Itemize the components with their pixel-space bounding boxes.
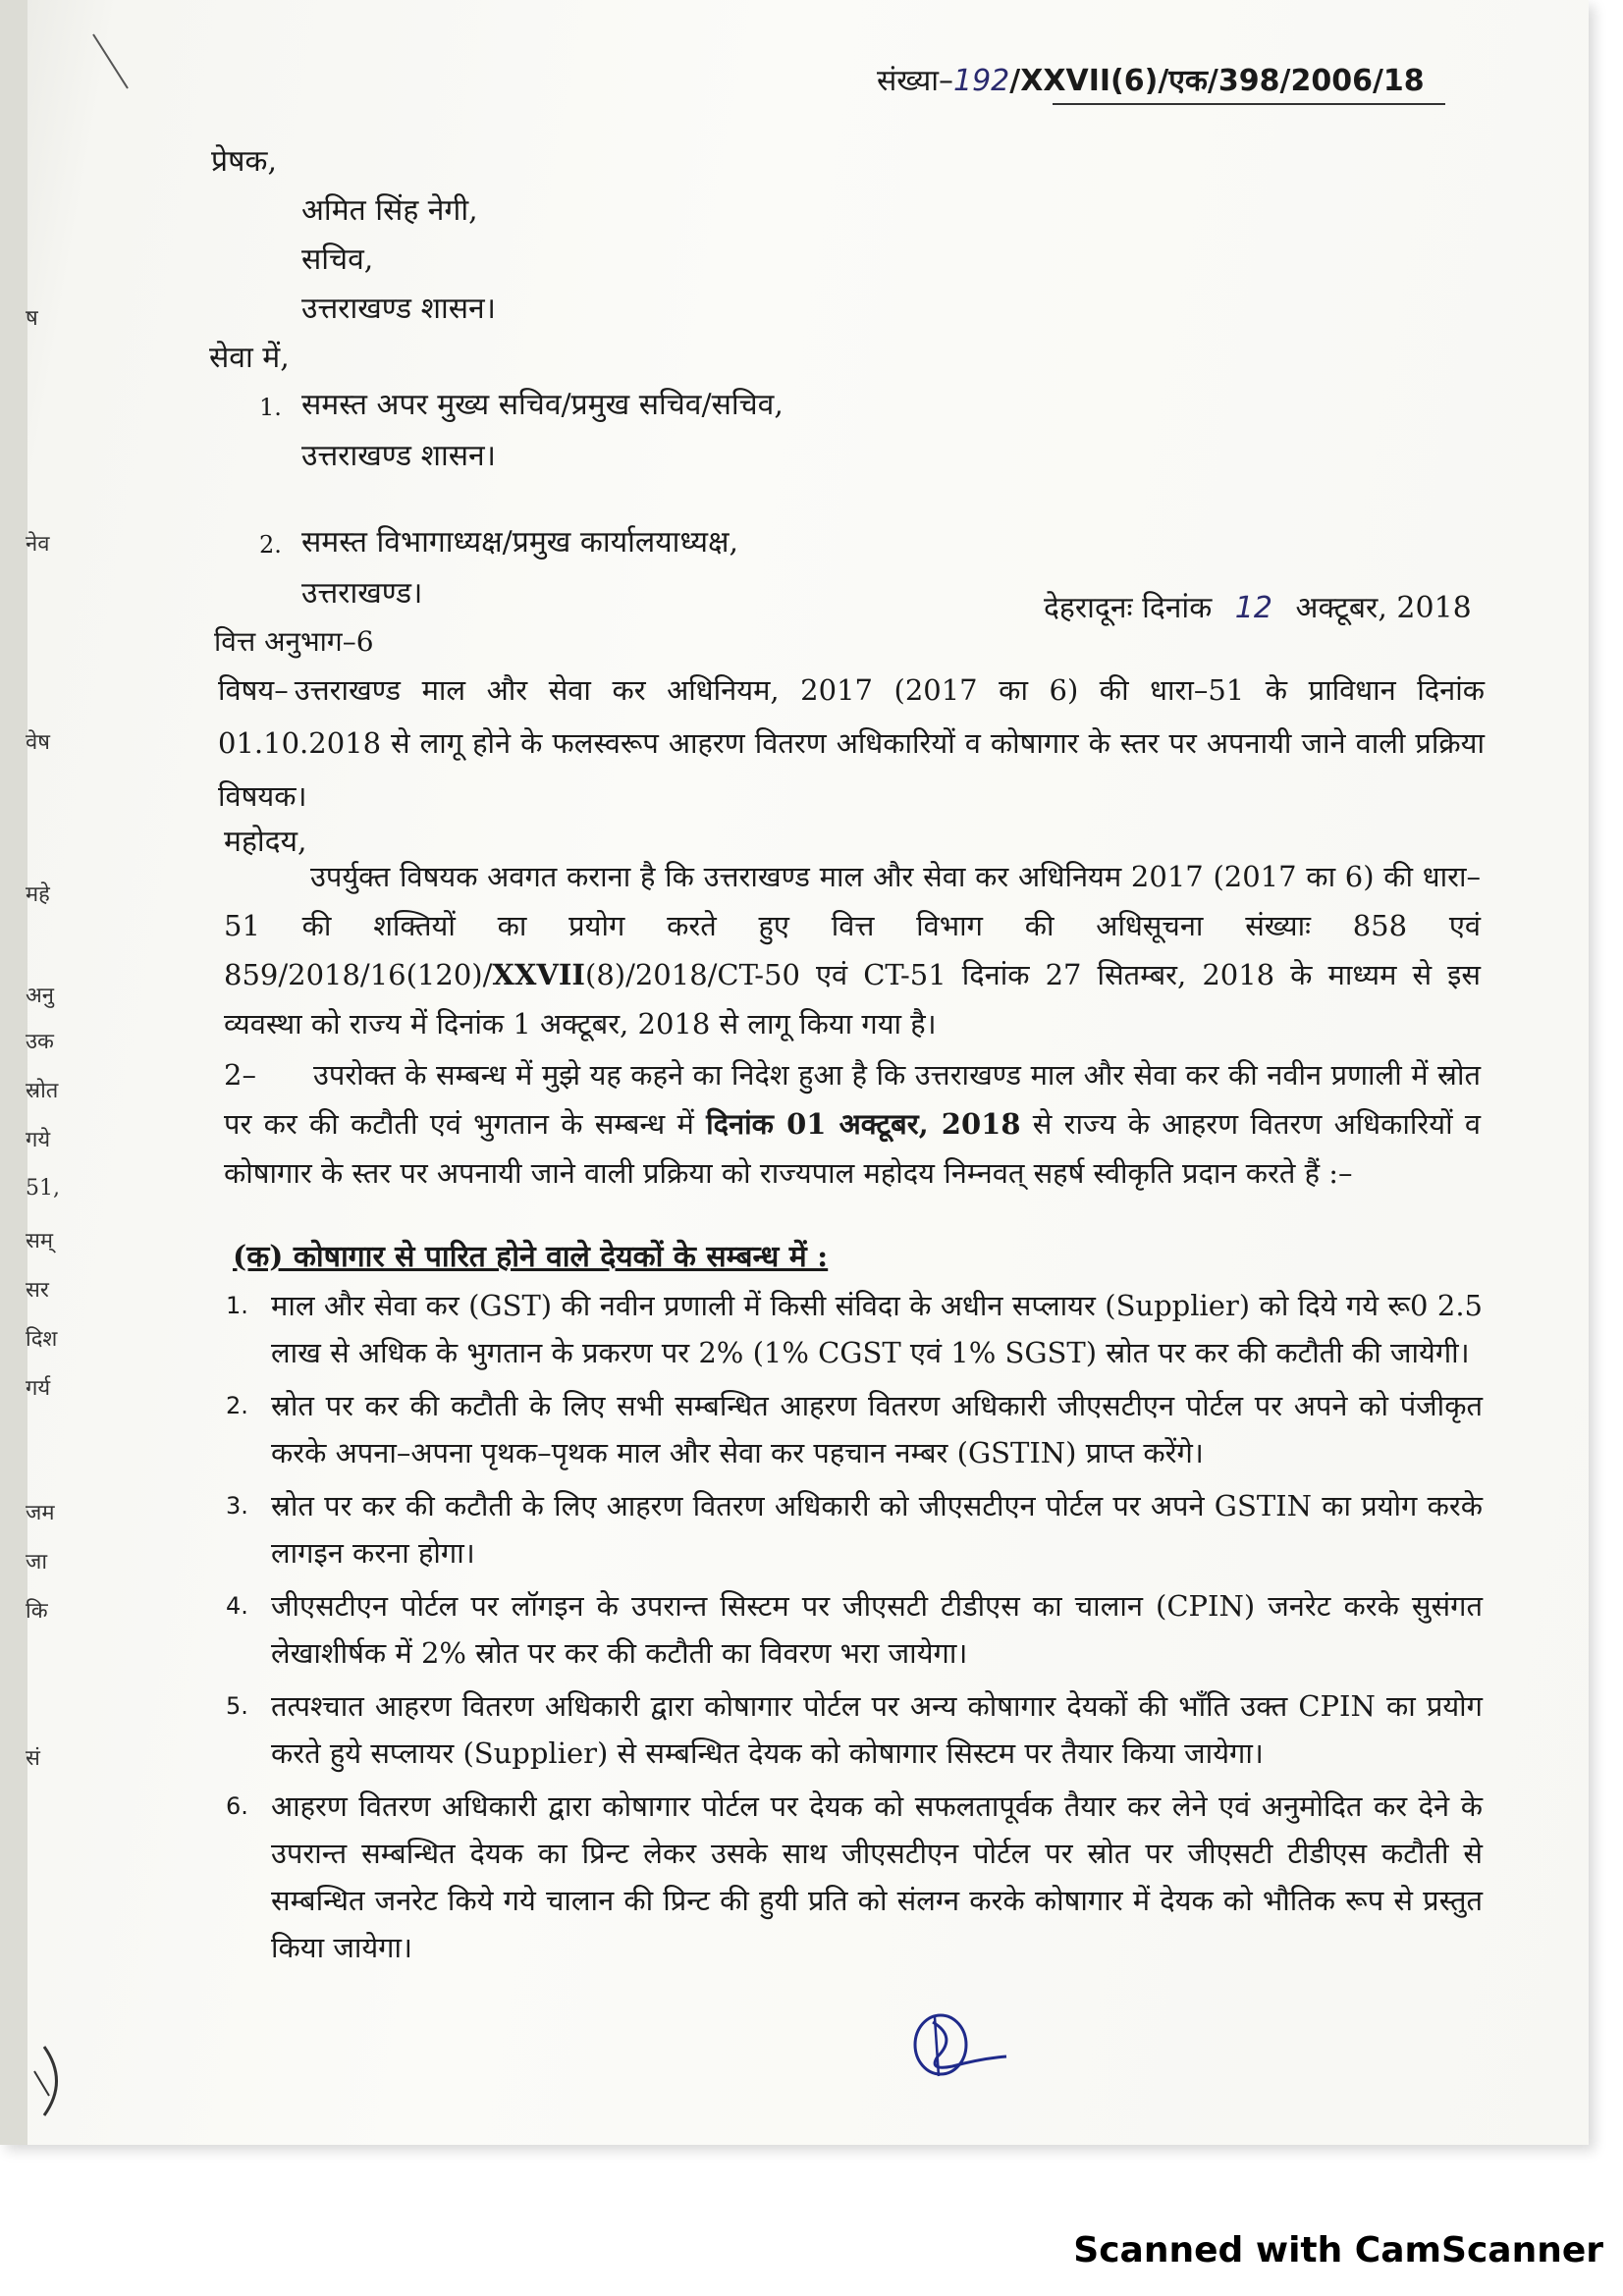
list-item (224, 1582, 1483, 1677)
list-item (224, 1382, 1483, 1476)
recipient-num: 1. (259, 394, 282, 421)
recipient-line: उत्तराखण्ड शासन। (301, 439, 497, 473)
margin-fragment: अनु (26, 984, 55, 1008)
subject-text: उत्तराखण्ड माल और सेवा कर अधिनियम, 2017 (2017 का 6) की धारा–51 के प्राविधान दिनांक 01.10.2018 से लागू होने के फलस्वरूप आहरण वितरण अधिकारियों व कोषागार के स्तर पर अपनायी जाने वाली प्रक्रिया विषयक। (218, 673, 1485, 813)
points-list (224, 1282, 1483, 1977)
margin-fragment: स्रोत (26, 1079, 59, 1103)
item-text: स्रोत पर कर की कटौती के लिए आहरण वितरण अधिकारी को जीएसटीएन पोर्टल पर अपने GSTIN का प्रयोग करके लागइन करना होगा। (271, 1489, 1483, 1570)
date-month-year: अक्टूबर, 2018 (1295, 591, 1472, 625)
item-num: 1. (226, 1292, 248, 1319)
para1-text-cont: (8)/2018/CT-50 एवं CT-51 दिनांक 27 सितम्बर, 2018 के माध्यम से इस व्यवस्था को राज्य में दिनांक 1 अक्टूबर, 2018 से लागू किया गया है। (224, 958, 1481, 1041)
list-item (224, 1282, 1483, 1376)
para2-text-cont: से राज्य के आहरण वितरण अधिकारियों व कोषागार के स्तर पर अपनायी जाने वाली प्रक्रिया को राज्यपाल महोदय निम्नवत् सहर्ष स्वीकृति प्रदान करते हैं :– (224, 1107, 1481, 1190)
adjacent-page-edge (0, 0, 27, 2145)
paragraph-1 (224, 852, 1481, 1048)
para2-num: 2– (224, 1058, 256, 1092)
recipient-line: समस्त अपर मुख्य सचिव/प्रमुख सचिव/सचिव, (301, 388, 784, 422)
item-num: 2. (226, 1392, 248, 1419)
margin-fragment: वेष (26, 730, 50, 755)
para1-text: उपर्युक्त विषयक अवगत कराना है कि उत्तराखण्ड माल और सेवा कर अधिनियम 2017 (2017 का 6) की धारा–51 की शक्तियों का प्रयोग करते हुए वित्त विभाग की अधिसूचना संख्याः 858 एवं 859/2018/16(120)/ (224, 860, 1481, 991)
camscanner-watermark: Scanned with CamScanner (1073, 2230, 1603, 2270)
ref-prefix: संख्या– (877, 64, 953, 98)
margin-fragment: सं (26, 1746, 40, 1771)
list-item (224, 1682, 1483, 1777)
ref-suffix: /XXVII(6)/एक/398/2006/18 (1009, 64, 1425, 98)
margin-fragment: जम (26, 1501, 55, 1525)
margin-fragment: 51, (26, 1176, 60, 1201)
sender-label: प्रेषक, (211, 144, 277, 179)
margin-fragment: सम् (26, 1229, 54, 1254)
sender-name: अमित सिंह नेगी, (301, 193, 478, 228)
margin-fragment: ष (26, 306, 38, 331)
item-num: 6. (226, 1792, 248, 1820)
margin-fragment: महे (26, 882, 50, 907)
para2-text: उपरोक्त के सम्बन्ध में मुझे यह कहने का निदेश हुआ है कि उत्तराखण्ड माल और सेवा कर की नवीन प्रणाली में स्रोत पर कर की कटौती एवं भुगतान के सम्बन्ध में (224, 1058, 1481, 1141)
item-num: 5. (226, 1692, 248, 1720)
item-num: 4. (226, 1592, 248, 1620)
reference-number (877, 64, 1425, 98)
signature-icon (903, 1998, 1011, 2086)
margin-fragment: दिश (26, 1327, 58, 1352)
para1-bold: XXVII (492, 958, 585, 991)
recipient-line: उत्तराखण्ड। (301, 576, 423, 611)
margin-fragment: कि (26, 1599, 48, 1624)
margin-fragment: सर (26, 1278, 49, 1303)
item-text: स्रोत पर कर की कटौती के लिए सभी सम्बन्धित आहरण वितरण अधिकारी जीएसटीएन पोर्टल पर अपने को पंजीकृत करके अपना–अपना पृथक–पृथक माल और सेवा कर पहचान नम्बर (GSTIN) प्राप्त करेंगे। (271, 1389, 1483, 1469)
sender-office: उत्तराखण्ड शासन। (301, 292, 497, 326)
recipient-num: 2. (259, 531, 282, 559)
margin-fragment: गये (26, 1128, 51, 1152)
ref-handwritten-number: 192 (953, 64, 1010, 98)
margin-fragment: उक (26, 1030, 54, 1054)
date-line (1044, 591, 1472, 625)
ref-underline (1053, 103, 1445, 105)
pen-mark-icon (88, 29, 137, 98)
item-text: माल और सेवा कर (GST) की नवीन प्रणाली में किसी संविदा के अधीन सप्लायर (Supplier) को दिये गये रू0 2.5 लाख से अधिक के भुगतान के प्रकरण पर 2% (1% CGST एवं 1% SGST) स्रोत पर कर की कटौती की जायेगी। (271, 1289, 1483, 1369)
item-text: तत्पश्चात आहरण वितरण अधिकारी द्वारा कोषागार पोर्टल पर अन्य कोषागार देयकों की भाँति उक्त CPIN का प्रयोग करते हुये सप्लायर (Supplier) से सम्बन्धित देयक को कोषागार सिस्टम पर तैयार किया जायेगा। (271, 1689, 1483, 1770)
margin-fragment: जा (26, 1550, 48, 1575)
subject (218, 664, 1485, 823)
section-heading: (क) कोषागार से पारित होने वाले देयकों के सम्बन्ध में : (233, 1240, 829, 1274)
para2-bold-date: दिनांक 01 अक्टूबर, 2018 (706, 1107, 1021, 1141)
bracket-mark-icon (20, 2042, 69, 2120)
margin-fragment: गर्य (26, 1376, 51, 1401)
date-handwritten-day: 12 (1234, 591, 1272, 625)
item-text: आहरण वितरण अधिकारी द्वारा कोषागार पोर्टल पर देयक को सफलतापूर्वक तैयार कर लेने एवं अनुमोदित कर देने के उपरान्त सम्बन्धित देयक का प्रिन्ट लेकर उसके साथ जीएसटीएन पोर्टल पर स्रोत पर जीएसटी टीडीएस कटौती से सम्बन्धित जनरेट किये गये चालान की प्रिन्ट की हुयी प्रति को संलग्न करके कोषागार में देयक को भौतिक रूप से प्रस्तुत किया जायेगा। (271, 1789, 1483, 1964)
subject-label: विषय– (218, 673, 289, 707)
margin-fragment: नेव (26, 532, 50, 557)
list-item (224, 1482, 1483, 1576)
date-place: देहरादूनः दिनांक (1044, 591, 1213, 625)
recipient-label: सेवा में, (209, 341, 290, 375)
recipient-line: समस्त विभागाध्यक्ष/प्रमुख कार्यालयाध्यक्ष, (301, 525, 739, 560)
salutation: महोदय, (224, 825, 307, 859)
list-item (224, 1783, 1483, 1971)
sender-designation: सचिव, (301, 242, 374, 277)
item-num: 3. (226, 1492, 248, 1520)
department: वित्त अनुभाग–6 (214, 625, 374, 658)
paragraph-2 (224, 1050, 1481, 1198)
item-text: जीएसटीएन पोर्टल पर लॉगइन के उपरान्त सिस्टम पर जीएसटी टीडीएस का चालान (CPIN) जनरेट करके सुसंगत लेखाशीर्षक में 2% स्रोत पर कर की कटौती का विवरण भरा जायेगा। (271, 1589, 1483, 1670)
